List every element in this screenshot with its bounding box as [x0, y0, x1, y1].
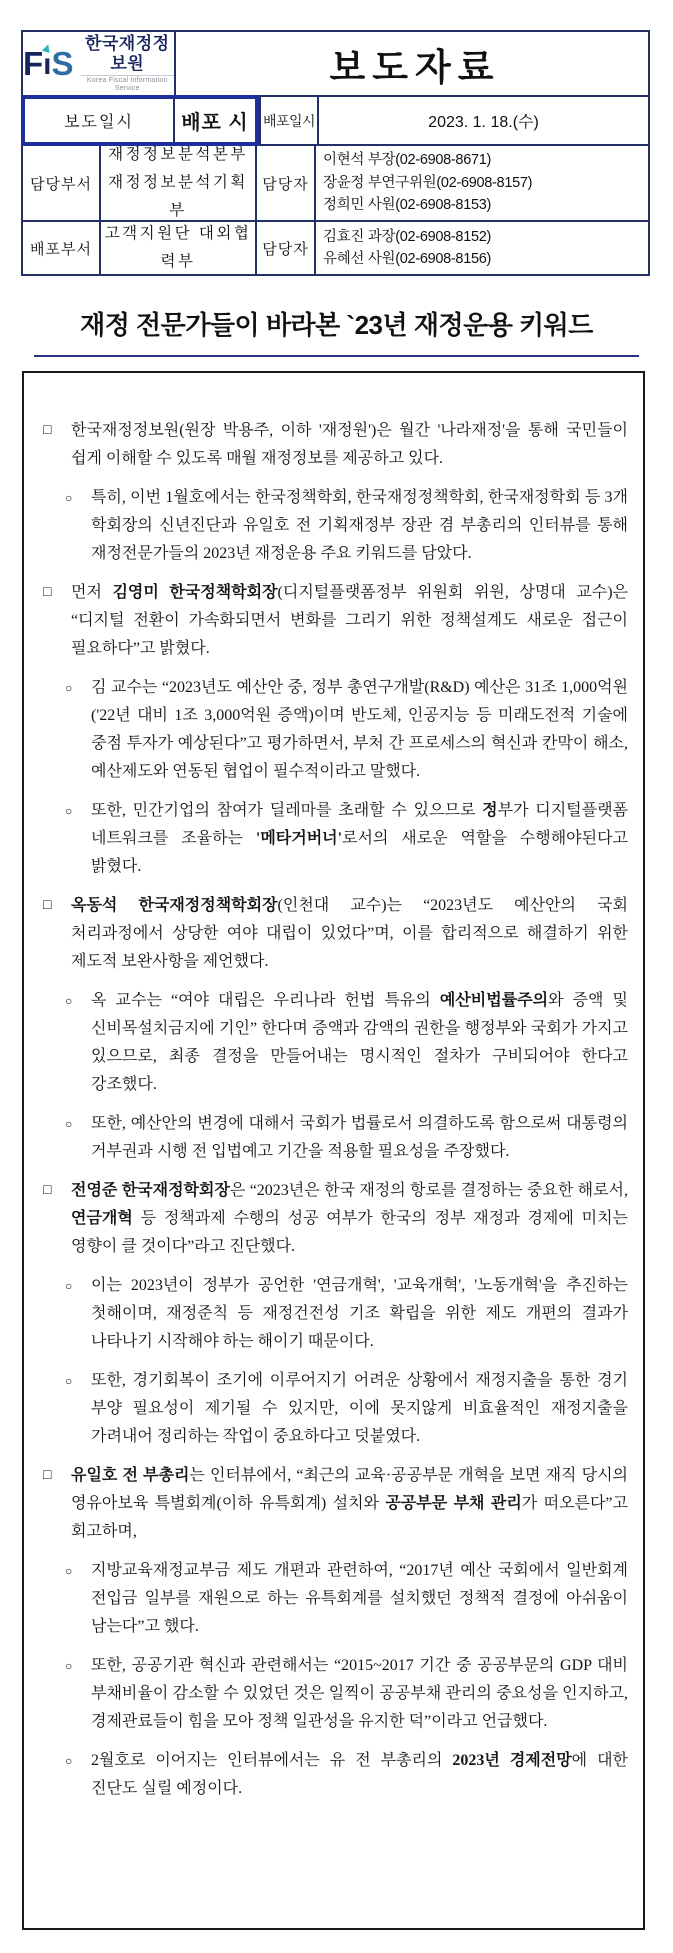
paragraph [65, 1747, 628, 1803]
contact-line: 유혜선 사원(02-6908-8156) [323, 251, 492, 267]
header-row-dates [23, 95, 648, 144]
distribution-dept-label: 배포부서 [30, 240, 92, 258]
paragraph-text: 특히, 이번 1월호에서는 한국정책학회, 한국재정정책학회, 한국재정학회 등 3개 학회장의 신년진단과 유일호 전 기획재정부 장관 겸 부총리의 인터뷰를 통해 재정전문가들의 2023년 재정운용 주요 키워드를 담았다. [91, 489, 628, 562]
body-box [22, 371, 645, 1930]
circle-bullet: ○ [65, 681, 73, 695]
page-title: 재정 전문가들이 바라본 `23년 재정운용 키워드 [80, 310, 593, 340]
paragraph [43, 1177, 628, 1261]
square-bullet: □ [43, 898, 52, 913]
distribution-dept-line: 고객지원단 대외협력부 [104, 225, 252, 270]
paragraph-text: 먼저 김영미 한국정책학회장(디지털플랫폼정부 위원회 위원, 상명대 교수)은 “디지털 전환이 가속화되면서 변화를 그리기 위한 정책설계도 새로운 접근이 필요하다”고 밝혔다. [71, 584, 628, 657]
circle-bullet: ○ [65, 1564, 73, 1578]
paragraph [65, 1110, 628, 1166]
paragraph [65, 987, 628, 1099]
release-time-emphasis-box [21, 95, 259, 146]
paragraph [65, 1272, 628, 1356]
circle-bullet: ○ [65, 1659, 73, 1673]
square-bullet: □ [43, 1183, 52, 1198]
circle-bullet: ○ [65, 1754, 73, 1768]
distribution-dept-name [99, 222, 255, 274]
contact-line: 이현석 부장(02-6908-8671) [323, 152, 492, 169]
paragraph-text: 또한, 공공기관 혁신과 관련해서는 “2015~2017 기간 중 공공부문의 GDP 대비 부채비율이 감소할 수 있었던 것은 일찍이 공공부채 관리의 중요성을 인지하고, 경제관료들이 힘을 모아 정책 일관성을 유지한 덕”이라고 언급했다. [91, 1657, 628, 1730]
paragraph [65, 1557, 628, 1641]
paragraph [43, 1462, 628, 1546]
header-row-logo [23, 32, 648, 95]
org-name-english: Korea Fiscal Information Service [81, 75, 174, 93]
paragraph-text: 또한, 예산안의 변경에 대해서 국회가 법률로서 의결하도록 함으로써 대통령의 거부권과 시행 전 입법예고 기간을 적용할 필요성을 주장했다. [91, 1115, 628, 1160]
square-bullet: □ [43, 585, 52, 600]
org-logo [23, 34, 174, 92]
paragraph-text: 한국재정정보원(원장 박용주, 이하 '재정원')은 월간 '나라재정'을 통해 국민들이 쉽게 이해할 수 있도록 매월 재정정보를 제공하고 있다. [71, 422, 628, 467]
release-time-label: 보도일시 [64, 114, 134, 131]
paragraph-text: 유일호 전 부총리는 인터뷰에서, “최근의 교육·공공부문 개혁을 보면 재직 당시의 영유아보육 특별회계(이하 유특회계) 설치와 공공부문 부채 관리가 떠오른다”고 회고하며, [71, 1467, 628, 1540]
paragraph-text: 지방교육재정교부금 제도 개편과 관련하여, “2017년 예산 국회에서 일반회계 전입금 일부를 재원으로 하는 유특회계를 설치했던 정책적 결정에 아쉬움이 남는다”고 했다. [91, 1562, 628, 1635]
release-time-value: 배포 시 [173, 99, 255, 142]
paragraph-text: 이는 2023년이 정부가 공언한 '연금개혁', '교육개혁', '노동개혁'을 추진하는 첫해이며, 재정준칙 등 재정건전성 기조 확립을 위한 제도 개편의 결과가 나타나기 시작해야 하는 해이기 때문이다. [91, 1277, 628, 1350]
department-label: 담당부서 [30, 175, 92, 193]
department-name [99, 146, 255, 220]
circle-bullet: ○ [65, 804, 73, 818]
department-line-1: 재정정보분석본부 [108, 146, 248, 164]
paragraph [65, 1367, 628, 1451]
paragraph [43, 579, 628, 663]
paragraph [65, 1652, 628, 1736]
circle-bullet: ○ [65, 1374, 73, 1388]
logo-letter-i: ı [43, 50, 51, 80]
paragraph-text: 또한, 민간기업의 참여가 딜레마를 초래할 수 있으므로 정부가 디지털플랫폼 네트워크를 조율하는 '메타거버너'로서의 새로운 역할을 수행해야된다고 밝혔다. [91, 802, 628, 875]
header-row-department [23, 144, 648, 220]
paragraph-text: 또한, 경기회복이 조기에 이루어지기 어려운 상황에서 재정지출을 통한 경기 부양 필요성이 제기될 수 있지만, 이에 못지않게 비효율적인 재정지출을 가려내어 정리하는 작업이 중요하다고 덧붙였다. [91, 1372, 628, 1445]
contact-person-label: 담당자 [255, 146, 314, 220]
org-name-korean: 한국재정정보원 [84, 34, 170, 73]
paragraph-text: 김 교수는 “2023년도 예산안 중, 정부 총연구개발(R&D) 예산은 31조 1,000억원('22년 대비 1조 3,000억원 증액)이며 반도체, 인공지능 등 미래도전적 기술에 중점 투자가 예상된다”고 평가하면서, 부처 간 프로세스의 혁신과 칸막이 해소, 예산제도와 연동된 협업이 필수적이라고 말했다. [91, 679, 628, 780]
paragraph [65, 797, 628, 881]
paragraph-text: 옥동석 한국재정정책학회장(인천대 교수)는 “2023년도 예산안의 국회 처리과정에서 상당한 여야 대립이 있었다”며, 이를 합리적으로 해결하기 위한 제도적 보완사항을 제언했다. [71, 897, 628, 970]
contact-line: 김효진 과장(02-6908-8152) [323, 228, 492, 245]
org-logo-cell [23, 32, 174, 95]
paragraph [65, 484, 628, 568]
contact-line: 정희민 사원(02-6908-8153) [323, 197, 492, 214]
distribution-date-value: 2023. 1. 18.(수) [317, 97, 648, 144]
paragraph [43, 417, 628, 473]
logo-letter-f: F [23, 45, 44, 82]
paragraph [65, 674, 628, 786]
circle-bullet: ○ [65, 994, 73, 1008]
circle-bullet: ○ [65, 1279, 73, 1293]
paragraph [43, 892, 628, 976]
distribution-date-label: 배포일시 [259, 97, 317, 144]
contact-person-label: 담당자 [255, 222, 314, 274]
org-name-block [81, 34, 174, 92]
header-table [21, 30, 650, 276]
logo-letter-s: S [51, 45, 74, 82]
square-bullet: □ [43, 1468, 52, 1483]
title-underline [34, 355, 639, 357]
fis-logo-mark-icon [23, 47, 74, 80]
press-release-title: 보도자료 [174, 32, 648, 95]
distribution-contacts [314, 222, 648, 274]
paragraph-text: 옥 교수는 “여야 대립은 우리나라 헌법 특유의 예산비법률주의와 증액 및 신비목설치금지에 기인” 한다며 증액과 감액의 권한을 행정부와 국회가 가지고 있으므로, 최종 결정을 만들어내는 명시적인 절차가 구비되어야 한다고 강조했다. [91, 992, 629, 1093]
circle-bullet: ○ [65, 491, 73, 505]
department-contacts [314, 146, 648, 220]
department-line-2: 재정정보분석기획부 [108, 174, 248, 219]
paragraph-text: 전영준 한국재정학회장은 “2023년은 한국 재정의 항로를 결정하는 중요한 해로서, 연금개혁 등 정책과제 수행의 성공 여부가 한국의 정부 재정과 경제에 미치는 영향이 클 것이다”라고 진단했다. [71, 1182, 628, 1255]
square-bullet: □ [43, 423, 52, 438]
paragraph-text: 2월호로 이어지는 인터뷰에서는 유 전 부총리의 2023년 경제전망에 대한 진단도 실릴 예정이다. [91, 1752, 628, 1797]
header-row-distribution-dept [23, 220, 648, 274]
circle-bullet: ○ [65, 1117, 73, 1131]
contact-line: 장윤정 부연구위원(02-6908-8157) [323, 174, 533, 191]
